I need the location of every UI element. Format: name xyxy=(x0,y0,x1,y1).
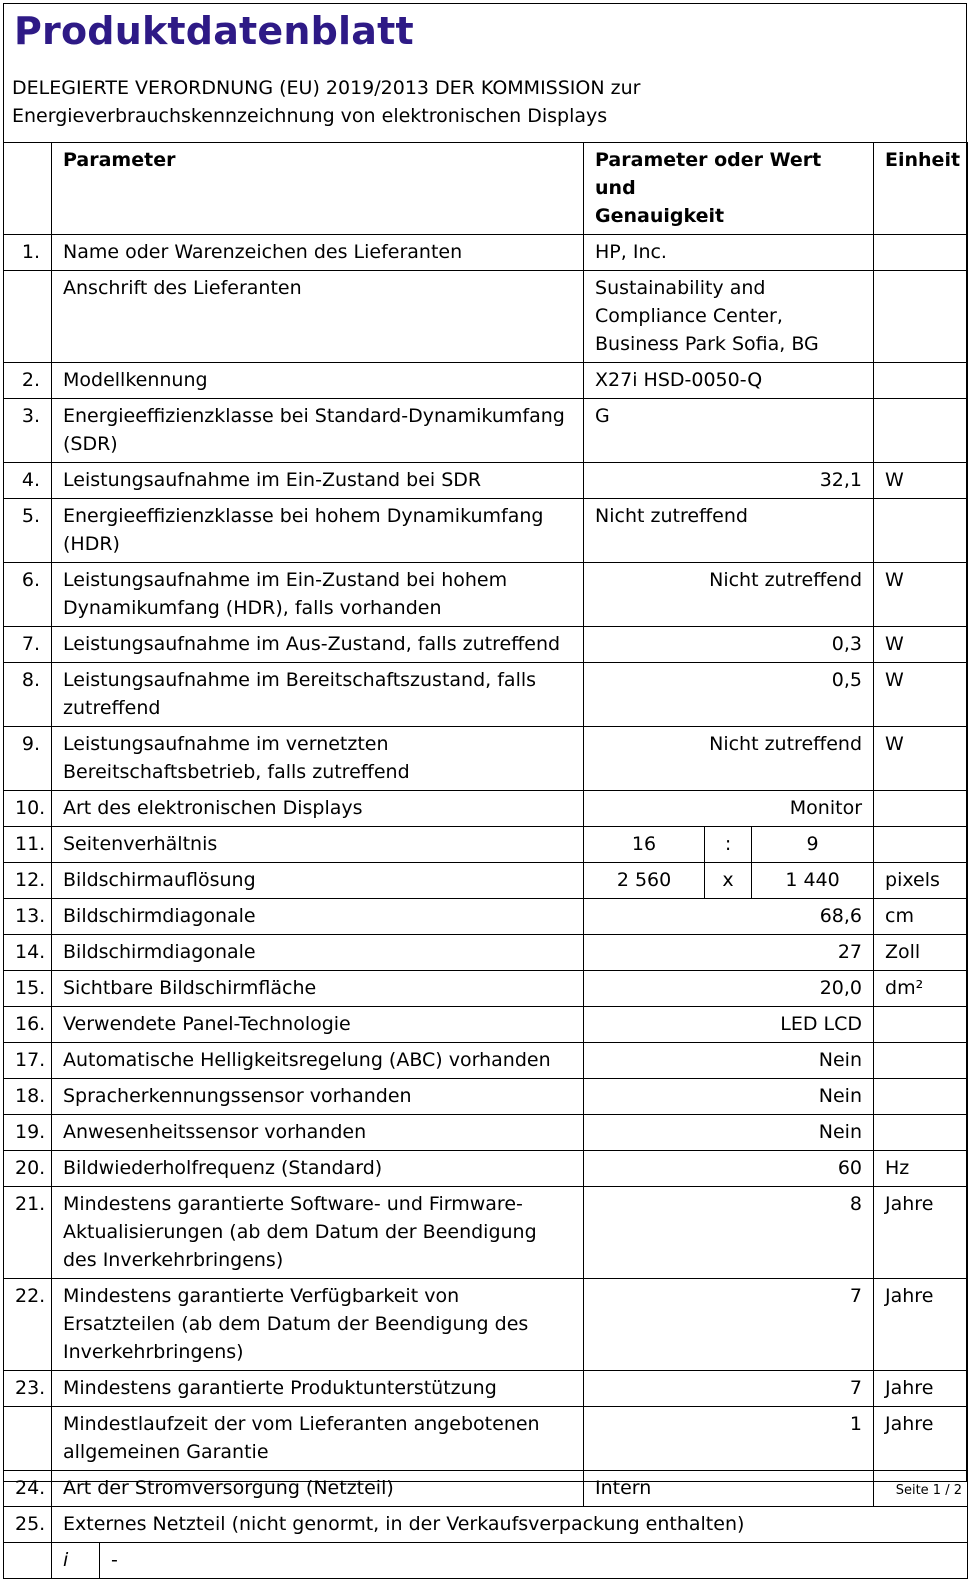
row-number: 4. xyxy=(4,463,52,499)
product-data-table xyxy=(3,142,968,1579)
table-row xyxy=(4,1187,968,1279)
param-line-3: des Inverkehrbringens) xyxy=(63,1249,284,1271)
table-row xyxy=(4,827,968,863)
row-value: 27 xyxy=(584,935,874,971)
row-number: 18. xyxy=(4,1079,52,1115)
row-number: 6. xyxy=(4,563,52,627)
table-row xyxy=(4,863,968,899)
header-parameter: Parameter xyxy=(52,143,584,235)
param-line-2: Aktualisierungen (ab dem Datum der Beendigung xyxy=(63,1221,537,1243)
row-value-separator: : xyxy=(705,827,752,863)
param-line-1: Energieeffizienzklasse bei Standard-Dynamikumfang xyxy=(63,405,565,427)
table-row xyxy=(4,499,968,563)
table-row xyxy=(4,1371,968,1407)
row-unit: Jahre xyxy=(874,1279,968,1371)
row-number: 3. xyxy=(4,399,52,463)
row-parameter: Sichtbare Bildschirmfläche xyxy=(52,971,584,1007)
header-unit: Einheit xyxy=(874,143,968,235)
table-row xyxy=(4,663,968,727)
value-line-1: Sustainability and xyxy=(595,277,766,299)
row-unit: Zoll xyxy=(874,935,968,971)
row-number: 24. xyxy=(4,1471,52,1507)
param-line-1: Leistungsaufnahme im Bereitschaftszustand, falls xyxy=(63,669,537,691)
row-value: 60 xyxy=(584,1151,874,1187)
param-line-2: (HDR) xyxy=(63,533,120,555)
value-line-2: Compliance Center, xyxy=(595,305,783,327)
row-value-b: 9 xyxy=(752,827,874,863)
row-value: Nicht zutreffend xyxy=(584,499,874,563)
table-row xyxy=(4,463,968,499)
row-unit: W xyxy=(874,663,968,727)
table-row xyxy=(4,1151,968,1187)
row-number: 14. xyxy=(4,935,52,971)
table-row xyxy=(4,1407,968,1471)
row-value-b: 1 440 xyxy=(752,863,874,899)
row-value-a: 16 xyxy=(584,827,705,863)
row-number xyxy=(4,271,52,363)
regulation-subtitle xyxy=(12,74,640,130)
row-number: 23. xyxy=(4,1371,52,1407)
table-row xyxy=(4,1507,968,1543)
param-line-1: Mindestens garantierte Software- und Firmware- xyxy=(63,1193,523,1215)
row-parameter: Bildschirmdiagonale xyxy=(52,899,584,935)
row-value: Nein xyxy=(584,1043,874,1079)
row-value xyxy=(584,271,874,363)
subrow-label: i xyxy=(52,1543,100,1579)
row-value: X27i HSD-0050-Q xyxy=(584,363,874,399)
header-value xyxy=(584,143,874,235)
row-number: 16. xyxy=(4,1007,52,1043)
param-line-1: Mindestlaufzeit der vom Lieferanten angebotenen xyxy=(63,1413,540,1435)
row-parameter: Seitenverhältnis xyxy=(52,827,584,863)
table-row xyxy=(4,399,968,463)
row-unit: W xyxy=(874,563,968,627)
table-row xyxy=(4,791,968,827)
table-row xyxy=(4,1043,968,1079)
table-row xyxy=(4,235,968,271)
param-line-1: Energieeffizienzklasse bei hohem Dynamikumfang xyxy=(63,505,544,527)
param-line-1: Leistungsaufnahme im vernetzten xyxy=(63,733,389,755)
row-parameter xyxy=(52,1279,584,1371)
row-value: Nicht zutreffend xyxy=(584,563,874,627)
row-parameter xyxy=(52,563,584,627)
subtitle-line-1: DELEGIERTE VERORDNUNG (EU) 2019/2013 DER KOMMISSION zur xyxy=(12,77,641,99)
table-row xyxy=(4,1115,968,1151)
row-unit xyxy=(874,271,968,363)
row-number: 17. xyxy=(4,1043,52,1079)
row-parameter xyxy=(52,663,584,727)
row-value: Nein xyxy=(584,1115,874,1151)
row-value: G xyxy=(584,399,874,463)
row-value: 7 xyxy=(584,1371,874,1407)
table-row xyxy=(4,971,968,1007)
table-row xyxy=(4,1471,968,1507)
row-unit xyxy=(874,1043,968,1079)
row-number: 2. xyxy=(4,363,52,399)
row-number: 15. xyxy=(4,971,52,1007)
row-value: Nicht zutreffend xyxy=(584,727,874,791)
row-parameter: Anschrift des Lieferanten xyxy=(52,271,584,363)
row-parameter: Modellkennung xyxy=(52,363,584,399)
row-unit: Jahre xyxy=(874,1187,968,1279)
table-row xyxy=(4,899,968,935)
row-value: Monitor xyxy=(584,791,874,827)
row-number xyxy=(4,1543,52,1579)
row-unit xyxy=(874,1079,968,1115)
row-parameter xyxy=(52,499,584,563)
row-number: 9. xyxy=(4,727,52,791)
row-number: 1. xyxy=(4,235,52,271)
header-num-cell xyxy=(4,143,52,235)
row-value: HP, Inc. xyxy=(584,235,874,271)
value-line-3: Business Park Sofia, BG xyxy=(595,333,819,355)
row-parameter: Leistungsaufnahme im Ein-Zustand bei SDR xyxy=(52,463,584,499)
table-row xyxy=(4,727,968,791)
row-value: Nein xyxy=(584,1079,874,1115)
row-value-a: 2 560 xyxy=(584,863,705,899)
param-line-1: Leistungsaufnahme im Ein-Zustand bei hohem xyxy=(63,569,508,591)
row-number: 20. xyxy=(4,1151,52,1187)
row-number: 8. xyxy=(4,663,52,727)
row-value: 7 xyxy=(584,1279,874,1371)
row-value: 0,5 xyxy=(584,663,874,727)
row-unit xyxy=(874,827,968,863)
row-parameter: Name oder Warenzeichen des Lieferanten xyxy=(52,235,584,271)
row-parameter: Mindestens garantierte Produktunterstützung xyxy=(52,1371,584,1407)
row-value-separator: x xyxy=(705,863,752,899)
row-number: 7. xyxy=(4,627,52,663)
row-value: 8 xyxy=(584,1187,874,1279)
row-parameter xyxy=(52,1407,584,1471)
row-unit: W xyxy=(874,627,968,663)
row-unit: dm² xyxy=(874,971,968,1007)
row-value: 20,0 xyxy=(584,971,874,1007)
row-number: 5. xyxy=(4,499,52,563)
row-number: 10. xyxy=(4,791,52,827)
param-line-2: allgemeinen Garantie xyxy=(63,1441,269,1463)
header-value-line-2: Genauigkeit xyxy=(595,205,725,227)
row-parameter xyxy=(52,727,584,791)
table-header-row xyxy=(4,143,968,235)
param-line-2: (SDR) xyxy=(63,433,118,455)
param-line-2: zutreffend xyxy=(63,697,161,719)
table-row xyxy=(4,1079,968,1115)
row-value: Intern xyxy=(584,1471,874,1507)
row-unit: pixels xyxy=(874,863,968,899)
param-line-2: Dynamikumfang (HDR), falls vorhanden xyxy=(63,597,442,619)
row-unit xyxy=(874,499,968,563)
row-parameter: Bildschirmauflösung xyxy=(52,863,584,899)
table-row xyxy=(4,563,968,627)
row-unit: W xyxy=(874,727,968,791)
row-parameter: Bildschirmdiagonale xyxy=(52,935,584,971)
subrow-value: - xyxy=(100,1543,874,1579)
row-parameter: Spracherkennungssensor vorhanden xyxy=(52,1079,584,1115)
subrow-unit xyxy=(874,1543,968,1579)
row-unit xyxy=(874,235,968,271)
header-value-line-1: Parameter oder Wert und xyxy=(595,149,822,199)
row-unit xyxy=(874,1007,968,1043)
row-number: 22. xyxy=(4,1279,52,1371)
row-parameter: Art des elektronischen Displays xyxy=(52,791,584,827)
param-line-2: Ersatzteilen (ab dem Datum der Beendigung des xyxy=(63,1313,529,1335)
row-value: 68,6 xyxy=(584,899,874,935)
param-line-2: Bereitschaftsbetrieb, falls zutreffend xyxy=(63,761,410,783)
table-row xyxy=(4,1543,968,1579)
row-value: 1 xyxy=(584,1407,874,1471)
table-row xyxy=(4,271,968,363)
table-row xyxy=(4,1007,968,1043)
row-parameter: Automatische Helligkeitsregelung (ABC) vorhanden xyxy=(52,1043,584,1079)
row-unit xyxy=(874,791,968,827)
row-parameter xyxy=(52,399,584,463)
table-row xyxy=(4,363,968,399)
row-unit: W xyxy=(874,463,968,499)
row-unit xyxy=(874,1115,968,1151)
row-number: 13. xyxy=(4,899,52,935)
param-line-3: Inverkehrbringens) xyxy=(63,1341,244,1363)
subtitle-line-2: Energieverbrauchskennzeichnung von elektronischen Displays xyxy=(12,105,608,127)
row-parameter: Leistungsaufnahme im Aus-Zustand, falls zutreffend xyxy=(52,627,584,663)
page-number: Seite 1 / 2 xyxy=(895,1483,962,1498)
row-unit: Jahre xyxy=(874,1371,968,1407)
row-parameter: Bildwiederholfrequenz (Standard) xyxy=(52,1151,584,1187)
row-unit: cm xyxy=(874,899,968,935)
table-row xyxy=(4,1279,968,1371)
row-value: 0,3 xyxy=(584,627,874,663)
row-number xyxy=(4,1407,52,1471)
row-parameter: Externes Netzteil (nicht genormt, in der Verkaufsverpackung enthalten) xyxy=(52,1507,968,1543)
row-parameter: Art der Stromversorgung (Netzteil) xyxy=(52,1471,584,1507)
row-number: 12. xyxy=(4,863,52,899)
row-unit: Hz xyxy=(874,1151,968,1187)
row-parameter xyxy=(52,1187,584,1279)
table-row xyxy=(4,627,968,663)
row-unit xyxy=(874,363,968,399)
row-unit xyxy=(874,399,968,463)
row-value: 32,1 xyxy=(584,463,874,499)
row-number: 21. xyxy=(4,1187,52,1279)
table-row xyxy=(4,935,968,971)
row-number: 11. xyxy=(4,827,52,863)
row-number: 25. xyxy=(4,1507,52,1543)
page-title: Produktdatenblatt xyxy=(14,9,414,53)
row-number: 19. xyxy=(4,1115,52,1151)
row-value: LED LCD xyxy=(584,1007,874,1043)
row-parameter: Verwendete Panel-Technologie xyxy=(52,1007,584,1043)
row-parameter: Anwesenheitssensor vorhanden xyxy=(52,1115,584,1151)
param-line-1: Mindestens garantierte Verfügbarkeit von xyxy=(63,1285,460,1307)
row-unit: Jahre xyxy=(874,1407,968,1471)
